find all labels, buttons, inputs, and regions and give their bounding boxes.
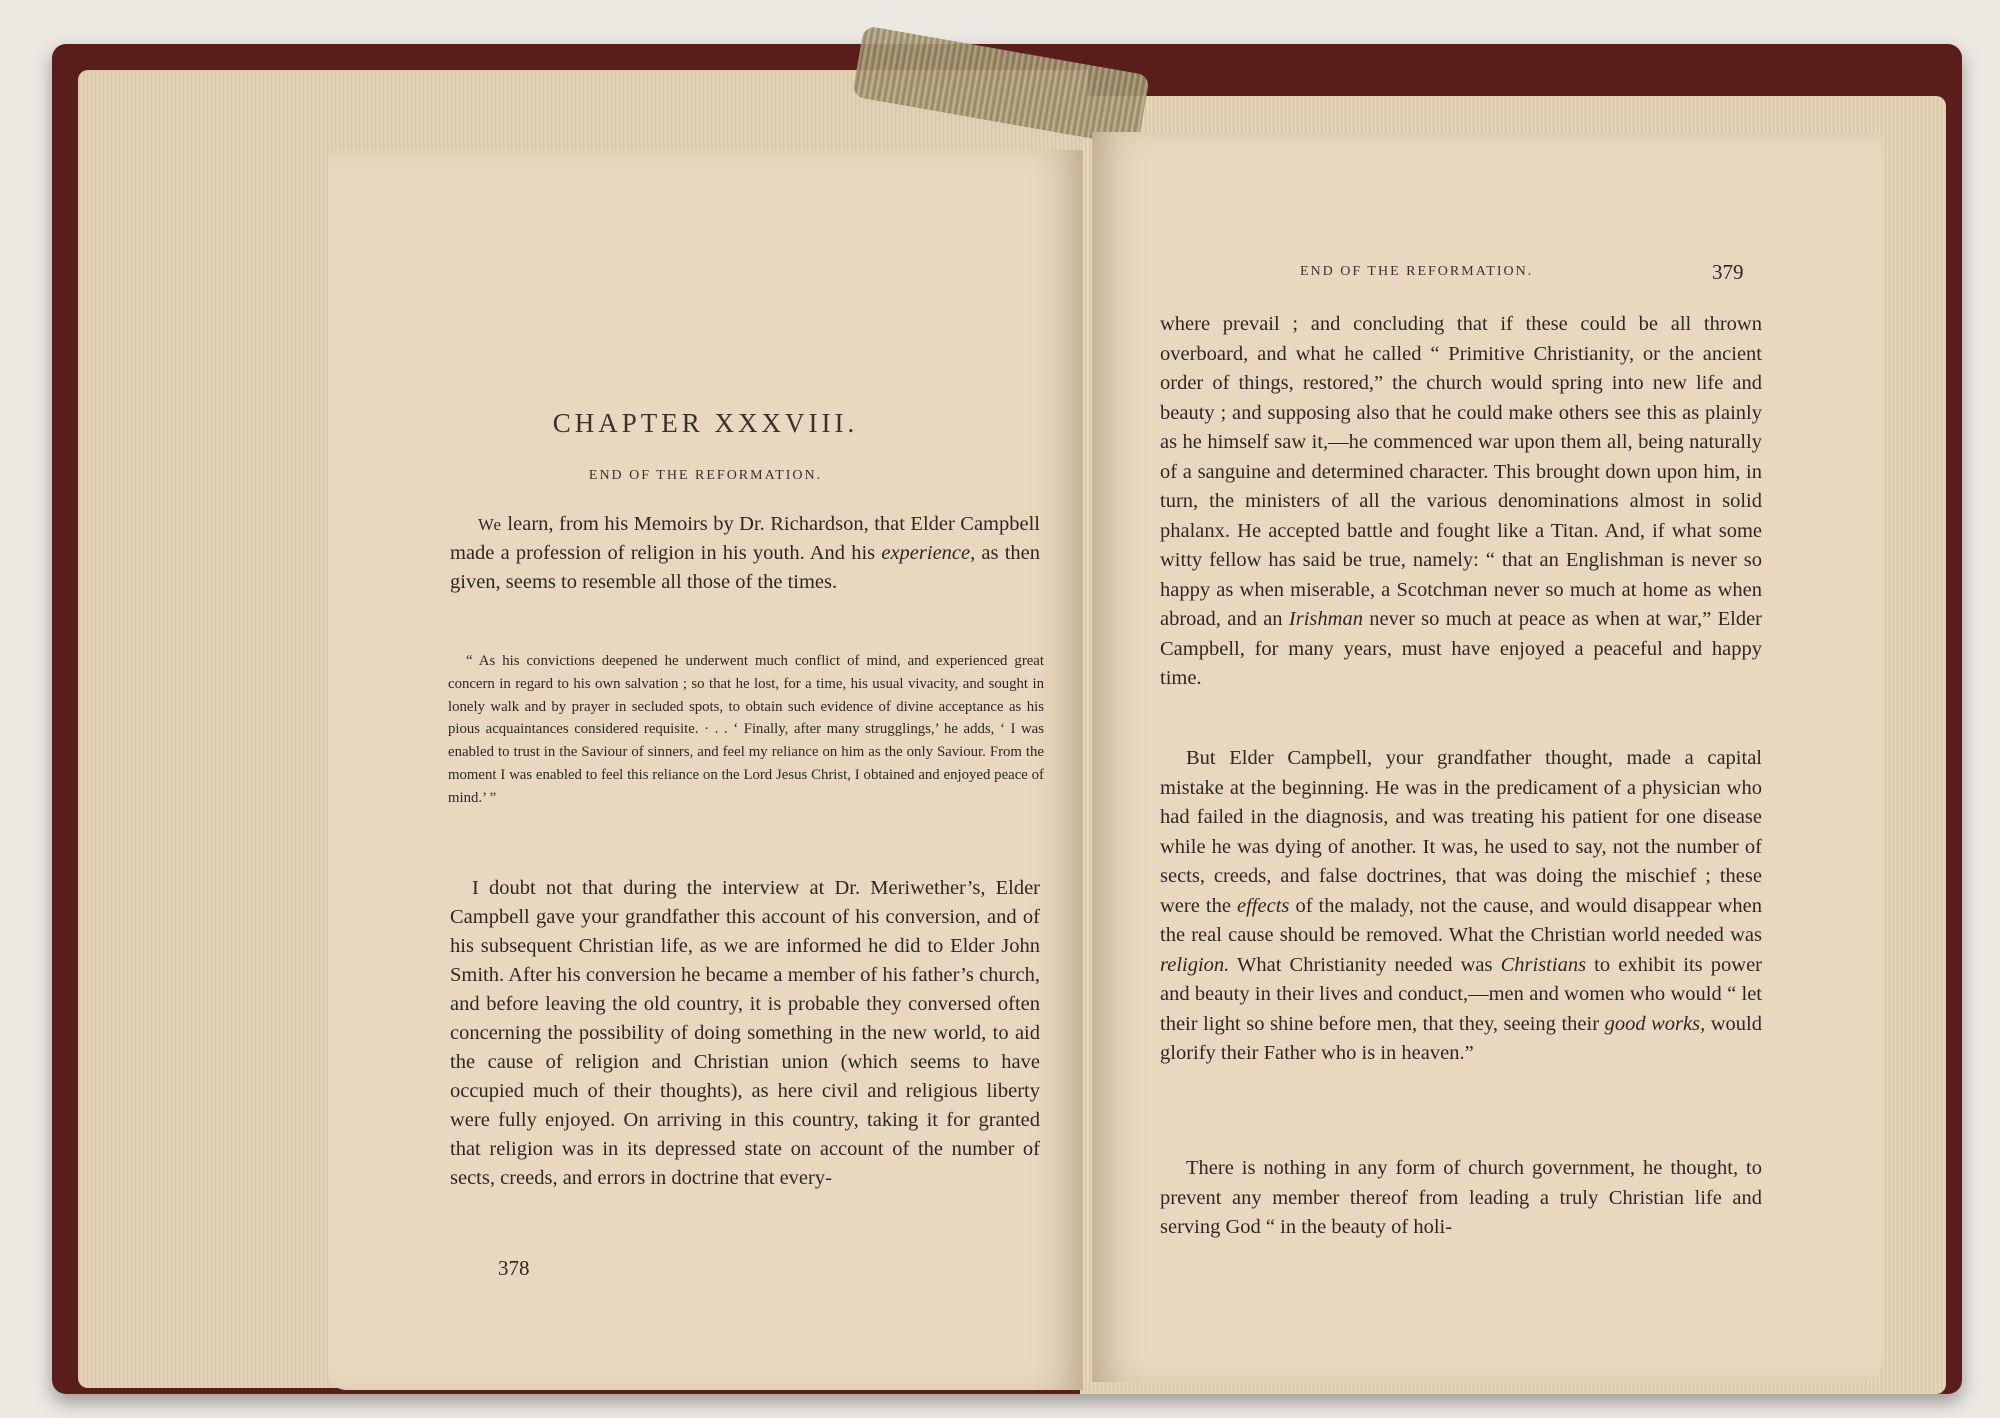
left-p1-text-b: as then given, seems to resemble all those of the times.: [450, 542, 1040, 593]
right-paragraph-1: [1160, 310, 1762, 694]
right-p2-italic-religion: religion.: [1160, 953, 1230, 976]
right-p2-text-e: would glorify their Father who is in heaven.”: [1160, 1012, 1762, 1064]
right-p1-text-a: where prevail ; and concluding that if these could be all thrown overboard, and what he called “ Primitive Christianity, or the ancient order of things, restored,” the church would spring into new life and beauty ; and supposing also that he could make others see this as plainly as he himself saw it,—he commenced war upon them all, being naturally of a sanguine and determined character. This brought down upon him, in turn, the ministers of all the various denominations almost in solid phalanx. He accepted battle and fought like a Titan. And, if what some witty fellow has said be true, namely: “ that an Englishman is never so happy as when miserable, a Scotchman never so much at home as when abroad, and an: [1160, 313, 1762, 630]
right-page: [1092, 132, 1882, 1382]
running-head: END OF THE REFORMATION.: [1300, 264, 1534, 279]
chapter-heading: CHAPTER XXXVIII.: [552, 408, 859, 438]
left-paragraph-2: I doubt not that during the interview at Dr. Meriwether’s, Elder Campbell gave your grandfather this account of his conversion, and of his subsequent Christian life, as we are informed he did to Elder John Smith. After his conversion he became a member of his father’s church, and before leaving the old country, it is probable they conversed often concerning the possibility of doing something in the new world, to aid the cause of religion and Christian union (which seems to have occupied much of their thoughts), as here civil and religious liberty were fully enjoyed. On arriving in this country, taking it for granted that religion was in its depressed state on account of the number of sects, creeds, and errors in doctrine that every-: [450, 877, 1040, 1189]
right-p2-text-c: What Christianity needed was: [1229, 953, 1501, 976]
left-paragraph-1: [450, 510, 1040, 597]
right-p2-italic-christians: Christians: [1500, 953, 1587, 976]
right-p2-text-d: to exhibit its power and beauty in their lives and conduct,—men and women who would “ let their light so shine before men, that they, seeing their: [1160, 953, 1762, 1035]
right-p2-italic-effects: effects: [1237, 894, 1290, 917]
right-p2-text-a: But Elder Campbell, your grandfather thought, made a capital mistake at the beginning. He was in the predicament of a physician who had failed in the diagnosis, and was treating his patient for one disease while he was dying of another. It was, he used to say, not the number of sects, creeds, and false doctrines, that was doing the mischief ; these were the: [1160, 747, 1762, 917]
right-p1-italic: Irishman: [1288, 608, 1363, 630]
block-quote: “ As his convictions deepened he underwent much conflict of mind, and experienced great concern in regard to his own salvation ; so that he lost, for a time, his usual vivacity, and sought in lonely walk and by prayer in secluded spots, to obtain such evidence of divine acceptance as his pious acquaintances considered requisite. · . . ‘ Finally, after many strugglings,’ he adds, ‘ I was enabled to trust in the Saviour of sinners, and feel my reliance on him as the only Saviour. From the moment I was enabled to feel this reliance on the Lord Jesus Christ, I obtained and enjoyed peace of mind.’ ”: [448, 653, 1044, 806]
right-p2-italic-good-works: good works,: [1604, 1012, 1706, 1035]
page-number-left: 378: [498, 1256, 530, 1280]
right-paragraph-3: There is nothing in any form of church government, he thought, to prevent any member thereof from leading a truly Christian life and serving God “ in the beauty of holi-: [1160, 1157, 1762, 1238]
left-page: [328, 150, 1083, 1390]
left-p1-text-a: learn, from his Memoirs by Dr. Richardson, that Elder Campbell made a profession of religion in his youth. And his: [450, 513, 1040, 564]
left-p1-italic: experience,: [881, 542, 976, 564]
page-number-right: 379: [1712, 260, 1744, 284]
right-p1-text-b: never so much at peace as when at war,” Elder Campbell, for many years, must have enjoyed a peaceful and happy time.: [1160, 608, 1762, 689]
dropcap-word: We: [478, 515, 502, 534]
right-p2-text-b: of the malady, not the cause, and would disappear when the real cause should be removed. What the Christian world needed was: [1160, 894, 1762, 946]
section-heading: END OF THE REFORMATION.: [588, 468, 823, 483]
right-paragraph-2: [1160, 744, 1762, 1069]
